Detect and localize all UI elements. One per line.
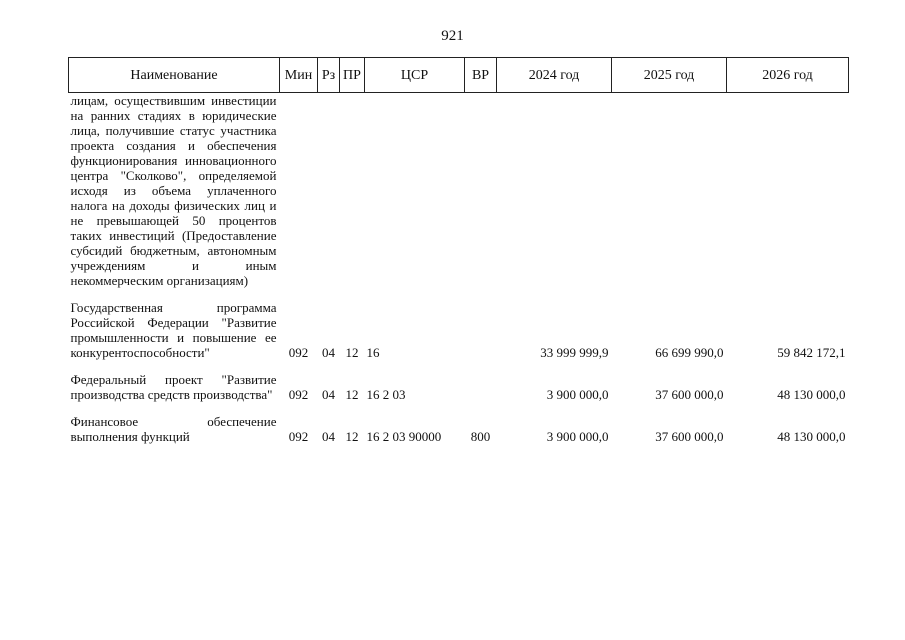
row-2024: 3 900 000,0 bbox=[546, 429, 609, 444]
header-rz: Рз bbox=[318, 58, 340, 93]
table-header-row bbox=[69, 58, 849, 93]
row-2025 bbox=[612, 93, 727, 289]
header-2025: 2025 год bbox=[612, 58, 727, 93]
row-name: Финансовое обеспечение выполнения функций bbox=[70, 414, 277, 444]
row-min: 092 bbox=[288, 429, 309, 444]
row-2025: 37 600 000,0 bbox=[655, 429, 724, 444]
row-rz: 04 bbox=[322, 429, 335, 444]
row-2024: 33 999 999,9 bbox=[540, 345, 609, 360]
row-2026: 48 130 000,0 bbox=[777, 387, 846, 402]
row-rz bbox=[318, 93, 340, 289]
header-name: Наименование bbox=[69, 58, 280, 93]
header-2024: 2024 год bbox=[497, 58, 612, 93]
row-2026: 48 130 000,0 bbox=[777, 429, 846, 444]
row-2025: 37 600 000,0 bbox=[655, 387, 724, 402]
row-2024 bbox=[497, 93, 612, 289]
header-min: Мин bbox=[280, 58, 318, 93]
row-csr: 16 2 03 90000 bbox=[366, 429, 442, 444]
row-pr: 12 bbox=[345, 387, 359, 402]
row-rz: 04 bbox=[322, 345, 335, 360]
table-row bbox=[69, 300, 849, 360]
header-csr: ЦСР bbox=[365, 58, 465, 93]
page-number: 921 bbox=[441, 28, 464, 44]
row-pr: 12 bbox=[345, 345, 359, 360]
row-spacer bbox=[69, 360, 849, 372]
table-row bbox=[69, 372, 849, 402]
header-2026: 2026 год bbox=[727, 58, 849, 93]
budget-table bbox=[68, 57, 849, 444]
row-rz: 04 bbox=[322, 387, 335, 402]
row-name: Федеральный проект "Развитие производства средств производства" bbox=[70, 372, 277, 402]
row-vr bbox=[465, 372, 497, 402]
row-min bbox=[280, 93, 318, 289]
table-row bbox=[69, 93, 849, 289]
row-name: Государственная программа Российской Федерации "Развитие промышленности и повышение ее конкурентоспособности" bbox=[70, 300, 277, 360]
row-csr bbox=[365, 93, 465, 289]
row-min: 092 bbox=[288, 345, 309, 360]
row-spacer bbox=[69, 402, 849, 414]
row-spacer bbox=[69, 288, 849, 300]
row-csr: 16 bbox=[366, 345, 380, 360]
row-pr bbox=[340, 93, 365, 289]
table-row bbox=[69, 414, 849, 444]
row-vr bbox=[465, 93, 497, 289]
row-2025: 66 699 990,0 bbox=[655, 345, 724, 360]
row-pr: 12 bbox=[345, 429, 359, 444]
row-2024: 3 900 000,0 bbox=[546, 387, 609, 402]
row-name: лицам, осуществившим инвестиции на ранних стадиях в юридические лица, получившие статус участника проекта создания и обеспечения функционирования инновационного центра "Сколково", определяемой исходя из объема уплаченного налога на доходы физических лиц и не превышающей 50 процентов таких инвестиций (Предоставление субсидий бюджетным, автономным учреждениям и иным некоммерческим организациям) bbox=[70, 93, 277, 288]
row-min: 092 bbox=[288, 387, 309, 402]
row-vr bbox=[465, 300, 497, 360]
header-pr: ПР bbox=[340, 58, 365, 93]
row-2026: 59 842 172,1 bbox=[777, 345, 846, 360]
row-csr: 16 2 03 bbox=[366, 387, 406, 402]
row-vr: 800 bbox=[470, 429, 491, 444]
header-vr: ВР bbox=[465, 58, 497, 93]
row-2026 bbox=[727, 93, 849, 289]
